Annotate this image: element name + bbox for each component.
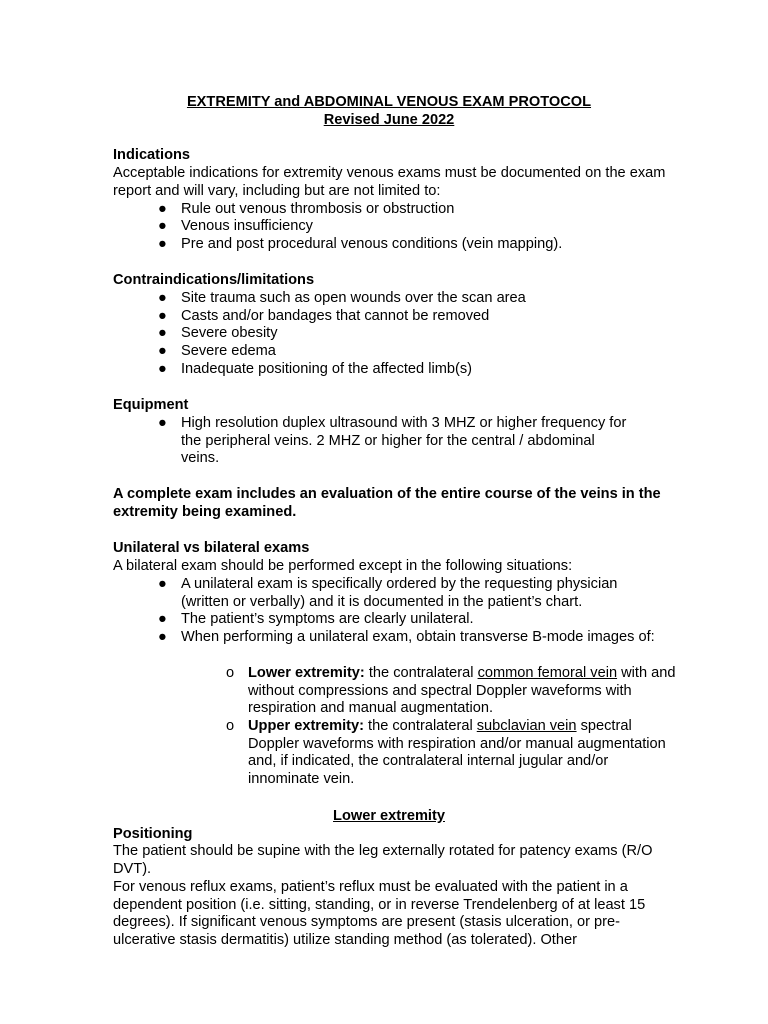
list-item: [158, 343, 658, 361]
bullet-icon: ●: [158, 308, 167, 324]
complete-exam-note: A complete exam includes an evaluation of the entire course of the veins in the extremity being examined.: [113, 486, 661, 520]
list-item: [158, 218, 658, 236]
upper-text-post: spectral Doppler waveforms with respiration and/or manual augmentation and, if indicated, the contralateral internal jugular and/or innominate vein.: [248, 718, 666, 788]
bullet-icon: ●: [158, 290, 167, 306]
list-item-text: Severe edema: [181, 343, 276, 359]
list-item: [158, 576, 638, 611]
list-item-text: Pre and post procedural venous conditions (vein mapping).: [181, 236, 563, 252]
list-item: [158, 361, 658, 379]
bullet-icon: ●: [158, 343, 167, 359]
bullet-icon: ●: [158, 218, 167, 234]
sub-item-upper-extremity: [226, 718, 676, 789]
list-item-text: Inadequate positioning of the affected limb(s): [181, 361, 472, 377]
list-item: [158, 629, 658, 647]
positioning-heading: Positioning: [113, 826, 193, 842]
equipment-heading: Equipment: [113, 397, 189, 413]
bullet-icon: ●: [158, 576, 167, 592]
list-item-text: Site trauma such as open wounds over the scan area: [181, 290, 526, 306]
lower-extremity-heading: Lower extremity: [333, 808, 445, 824]
list-item: [158, 236, 658, 254]
bullet-icon: ●: [158, 325, 167, 341]
document-revision: Revised June 2022: [323, 112, 455, 128]
positioning-text-1: The patient should be supine with the leg externally rotated for patency exams (R/O DVT).: [113, 843, 653, 877]
list-item-text: The patient’s symptoms are clearly unilateral.: [181, 611, 474, 627]
list-item-text: Venous insufficiency: [181, 218, 313, 234]
list-item-text: High resolution duplex ultrasound with 3 MHZ or higher frequency for the peripheral veins. 2 MHZ or higher for the central / abdominal veins.: [181, 415, 627, 467]
list-item-text: Rule out venous thrombosis or obstruction: [181, 201, 455, 217]
document-title: EXTREMITY and ABDOMINAL VENOUS EXAM PROTOCOL: [186, 94, 592, 110]
bullet-icon: ●: [158, 236, 167, 252]
list-item-text: Severe obesity: [181, 325, 278, 341]
lower-extremity-label: Lower extremity:: [248, 665, 365, 681]
subclavian-vein-term: subclavian vein: [476, 718, 577, 734]
sub-bullet-icon: o: [226, 718, 235, 734]
list-item-text: When performing a unilateral exam, obtain transverse B-mode images of:: [181, 629, 655, 645]
lower-text-pre: the contralateral: [364, 665, 478, 681]
list-item-text: A unilateral exam is specifically ordered by the requesting physician (written or verbally) and it is documented in the patient’s chart.: [181, 576, 618, 610]
bullet-icon: ●: [158, 201, 167, 217]
list-item: [158, 325, 658, 343]
list-item: [158, 611, 658, 629]
common-femoral-vein-term: common femoral vein: [477, 665, 618, 681]
upper-text-pre: the contralateral: [363, 718, 477, 734]
sub-item-lower-extremity: [226, 665, 676, 718]
unilateral-text: A bilateral exam should be performed except in the following situations:: [113, 558, 573, 574]
list-item: [158, 201, 658, 219]
indications-text: Acceptable indications for extremity venous exams must be documented on the exam report and will vary, including but are not limited to:: [113, 165, 666, 199]
contraindications-heading: Contraindications/limitations: [113, 272, 315, 288]
list-item: [158, 290, 658, 308]
indications-heading: Indications: [113, 147, 191, 163]
sub-item-text: [248, 665, 676, 718]
list-item: [158, 415, 633, 468]
unilateral-heading: Unilateral vs bilateral exams: [113, 540, 310, 556]
upper-extremity-label: Upper extremity:: [248, 718, 364, 734]
bullet-icon: ●: [158, 611, 167, 627]
sub-bullet-icon: o: [226, 665, 235, 681]
sub-item-text: [248, 718, 676, 789]
bullet-icon: ●: [158, 629, 167, 645]
lower-text-post: with and without compressions and spectral Doppler waveforms with respiration and manual augmentation.: [248, 665, 676, 717]
list-item: [158, 308, 658, 326]
bullet-icon: ●: [158, 361, 167, 377]
bullet-icon: ●: [158, 415, 167, 431]
positioning-text-2: For venous reflux exams, patient’s reflux must be evaluated with the patient in a dependent position (i.e. sitting, standing, or in reverse Trendelenberg of at least 15 degrees). If significant venous symptoms are present (stasis ulceration, or pre-ulcerative stasis dermatitis) utilize standing method (as tolerated). Other: [113, 879, 646, 949]
list-item-text: Casts and/or bandages that cannot be removed: [181, 308, 490, 324]
